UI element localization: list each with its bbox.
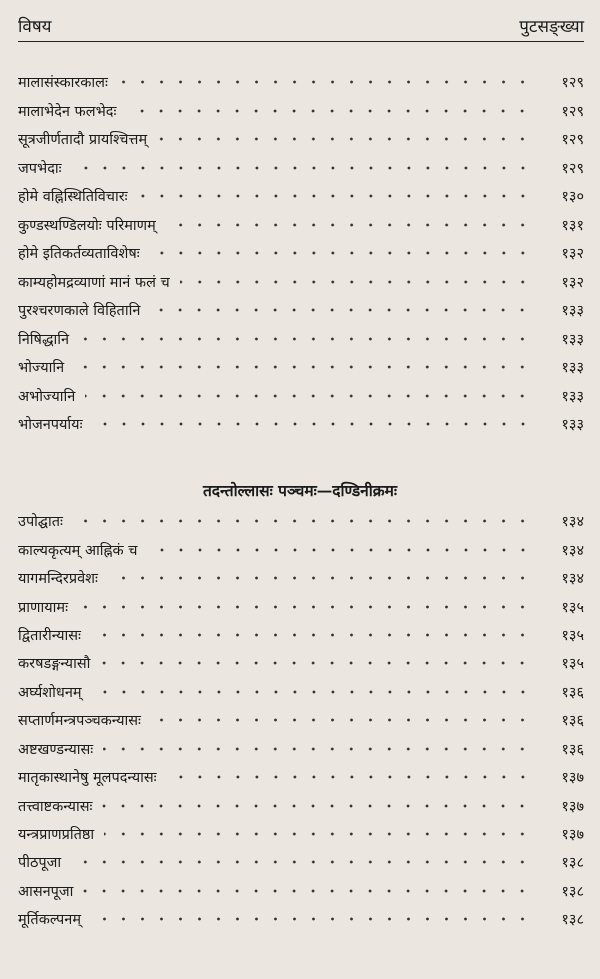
toc-entry: [18, 154, 584, 183]
toc-header: [18, 12, 584, 42]
toc-entry-title: आसनपूजा: [18, 883, 74, 900]
toc-entry-page: १३७: [561, 798, 584, 815]
dot-leader: [151, 715, 532, 725]
dot-leader: [148, 545, 532, 555]
toc-entry-page: १३१: [561, 217, 584, 234]
toc-entry: [18, 268, 584, 297]
dot-leader: [126, 106, 532, 116]
toc-entry-page: १३५: [561, 656, 584, 673]
toc-entry: [18, 763, 584, 791]
toc-entry: [18, 564, 584, 592]
header-page-number: पुटसङ्ख्या: [519, 17, 584, 37]
dot-leader: [166, 220, 532, 230]
toc-entry-title: कुण्डस्थण्डिलयोः परिमाणम्: [18, 217, 156, 234]
toc-entry-title: मूर्तिकल्पनम्: [18, 912, 82, 929]
toc-entry-page: १२९: [561, 160, 584, 177]
toc-entry-page: १३६: [561, 741, 584, 758]
dot-leader: [102, 801, 532, 811]
dot-leader: [157, 134, 532, 144]
toc-entry-page: १३८: [561, 855, 584, 872]
toc-entry: [18, 621, 584, 649]
toc-entry-title: निषिद्धानि: [18, 331, 70, 348]
toc-list-section-1: [18, 68, 584, 439]
toc-entry-page: १२९: [561, 103, 584, 120]
toc-entry-title: काल्यकृत्यम् आह्निकं च: [18, 542, 138, 559]
toc-entry-page: १३३: [561, 303, 584, 320]
dot-leader: [71, 857, 532, 867]
toc-entry: [18, 68, 584, 97]
toc-entry-page: १३४: [561, 542, 584, 559]
dot-leader: [79, 334, 532, 344]
toc-entry-page: १३३: [561, 360, 584, 377]
toc-entry-title: काम्यहोमद्रव्याणां मानं फलं च: [18, 274, 170, 291]
toc-entry-title: अर्घ्यशोधनम्: [18, 684, 82, 701]
toc-entry-title: करषडङ्गन्यासौ: [18, 656, 91, 673]
toc-entry: [18, 678, 584, 706]
toc-entry-title: प्राणायामः: [18, 599, 69, 616]
toc-entry-page: १३०: [561, 189, 584, 206]
toc-entry: [18, 239, 584, 268]
toc-entry: [18, 820, 584, 848]
toc-entry-page: १३८: [561, 912, 584, 929]
toc-entry-title: मातृकास्थानेषु मूलपदन्यासः: [18, 770, 157, 787]
dot-leader: [150, 305, 532, 315]
toc-entry: [18, 877, 584, 905]
dot-leader: [83, 886, 532, 896]
toc-entry: [18, 382, 584, 411]
dot-leader: [180, 277, 532, 287]
toc-entry-page: १३४: [561, 514, 584, 531]
header-subject: विषय: [18, 17, 52, 37]
toc-entry: [18, 353, 584, 382]
toc-entry-page: १३६: [561, 713, 584, 730]
toc-entry-title: होमे वह्निस्थितिविचारः: [18, 189, 128, 206]
toc-entry-page: १३३: [561, 417, 584, 434]
toc-entry-title: मालाभेदेन फलभेदः: [18, 103, 117, 120]
dot-leader: [103, 744, 532, 754]
toc-entry-title: मालासंस्कारकालः: [18, 75, 108, 92]
toc-entry-page: १३३: [561, 331, 584, 348]
toc-entry-page: १३६: [561, 684, 584, 701]
toc-entry-title: यागमन्दिरप्रवेशः: [18, 571, 98, 588]
toc-entry: [18, 848, 584, 876]
toc-entry-title: पीठपूजा: [18, 855, 62, 872]
toc-entry: [18, 649, 584, 677]
toc-entry-page: १२९: [561, 75, 584, 92]
toc-list-section-2: [18, 507, 584, 934]
dot-leader: [104, 829, 532, 839]
toc-entry-title: भोजनपर्यायः: [18, 417, 83, 434]
toc-entry: [18, 182, 584, 211]
toc-entry-page: १२९: [561, 132, 584, 149]
dot-leader: [118, 77, 532, 87]
toc-entry: [18, 592, 584, 620]
toc-entry-page: १३५: [561, 599, 584, 616]
toc-entry: [18, 410, 584, 439]
dot-leader: [91, 630, 532, 640]
toc-entry: [18, 535, 584, 563]
toc-entry-title: यन्त्रप्राणप्रतिष्ठा: [18, 827, 95, 844]
dot-leader: [138, 191, 532, 201]
toc-entry: [18, 211, 584, 240]
toc-entry-title: होमे इतिकर्तव्यताविशेषः: [18, 246, 140, 263]
toc-entry: [18, 791, 584, 819]
toc-entry-title: उपोद्घातः: [18, 514, 63, 531]
toc-entry-page: १३४: [561, 571, 584, 588]
toc-entry-title: अभोज्यानि: [18, 388, 76, 405]
dot-leader: [85, 391, 532, 401]
dot-leader: [108, 573, 532, 583]
toc-entry-page: १३२: [561, 274, 584, 291]
toc-entry-title: सप्तार्णमन्त्रपञ्चकन्यासः: [18, 713, 141, 730]
toc-entry: [18, 507, 584, 535]
toc-entry: [18, 905, 584, 933]
dot-leader: [74, 362, 532, 372]
toc-entry-page: १३५: [561, 627, 584, 644]
dot-leader: [91, 914, 532, 924]
toc-entry-title: सूत्रजीर्णतादौ प्रायश्चित्तम्: [18, 132, 148, 149]
toc-entry: [18, 735, 584, 763]
toc-entry-title: अष्टखण्डन्यासः: [18, 741, 94, 758]
section-title: तदन्तोल्लासः पञ्चमः—दण्डिनीक्रमः: [202, 481, 398, 500]
toc-entry-title: द्वितारीन्यासः: [18, 627, 81, 644]
toc-entry-page: १३७: [561, 770, 584, 787]
toc-entry: [18, 296, 584, 325]
toc-entry-page: १३७: [561, 827, 584, 844]
toc-entry-title: तत्त्वाष्टकन्यासः: [18, 798, 93, 815]
toc-entry-page: १३८: [561, 883, 584, 900]
toc-entry: [18, 706, 584, 734]
toc-entry-page: १३२: [561, 246, 584, 263]
toc-entry-page: १३३: [561, 388, 584, 405]
dot-leader: [72, 163, 532, 173]
dot-leader: [78, 602, 532, 612]
dot-leader: [150, 248, 532, 258]
dot-leader: [100, 658, 532, 668]
dot-leader: [73, 516, 532, 526]
toc-entry-title: भोज्यानि: [18, 360, 65, 377]
dot-leader: [92, 687, 532, 697]
toc-entry-title: जपभेदाः: [18, 160, 62, 177]
dot-leader: [93, 419, 533, 429]
toc-entry: [18, 125, 584, 154]
toc-entry-title: पुरश्चरणकाले विहितानि: [18, 303, 141, 320]
toc-entry: [18, 325, 584, 354]
toc-entry: [18, 97, 584, 126]
dot-leader: [167, 772, 532, 782]
